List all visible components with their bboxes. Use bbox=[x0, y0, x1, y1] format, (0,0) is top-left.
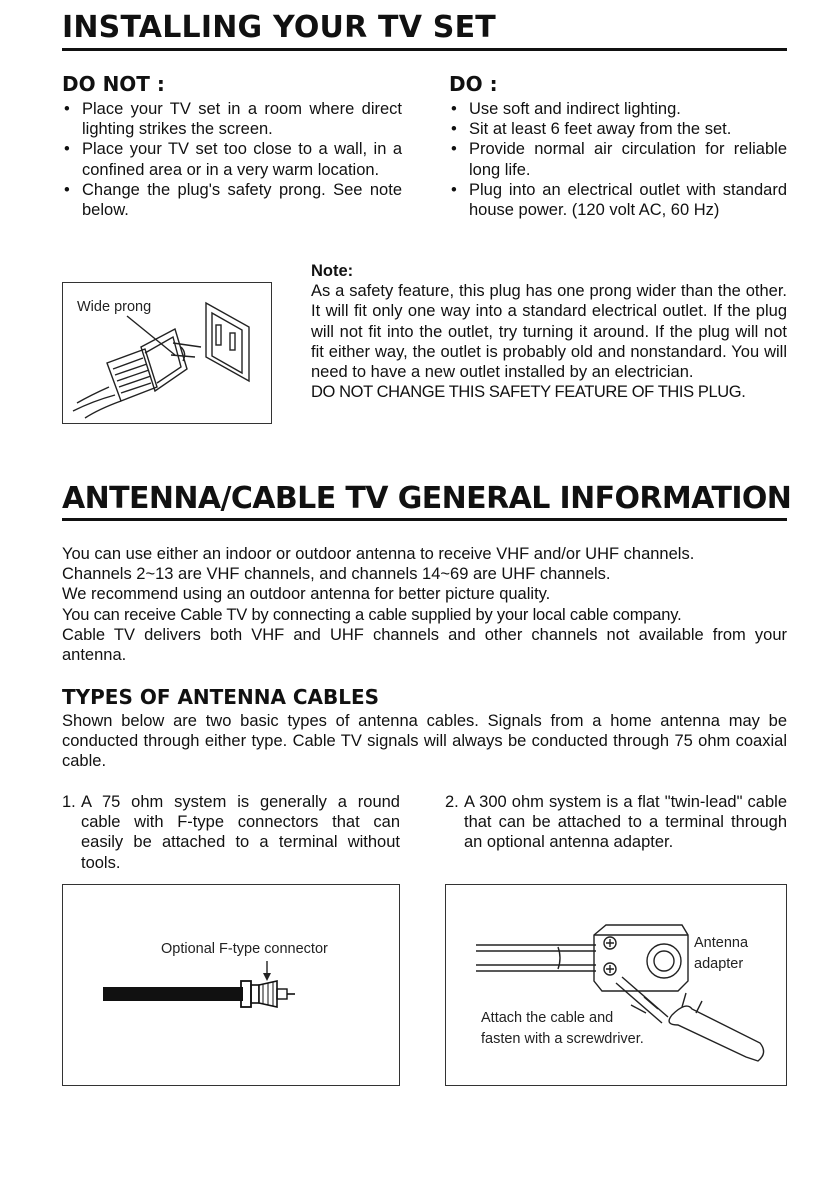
cable-item-300 bbox=[445, 792, 787, 853]
do-heading: DO : bbox=[449, 72, 498, 96]
intro-line: You can receive Cable TV by connecting a cable supplied by your local cable company. bbox=[62, 605, 682, 624]
list-item: • Place your TV set too close to a wall, in a confined area or in a very warm location. bbox=[62, 139, 402, 179]
adapter-label-1: Antenna bbox=[694, 935, 749, 951]
attach-label-1: Attach the cable and bbox=[481, 1010, 614, 1026]
types-subheading: TYPES OF ANTENNA CABLES bbox=[62, 685, 380, 709]
note-block bbox=[311, 261, 787, 402]
donot-list bbox=[62, 99, 402, 220]
do-list bbox=[449, 99, 787, 220]
coax-figure bbox=[62, 884, 400, 1086]
item-text: A 300 ohm system is a flat "twin-lead" cable that can be attached to a terminal through an optional antenna adapter. bbox=[464, 793, 787, 852]
f-connector-label: Optional F-type connector bbox=[161, 941, 328, 957]
item-text: A 75 ohm system is generally a round cable with F-type connectors that can easily be attached to a terminal without tools. bbox=[81, 793, 400, 872]
plug-illustration bbox=[63, 283, 271, 423]
list-item: • Plug into an electrical outlet with standard house power. (120 volt AC, 60 Hz) bbox=[449, 180, 787, 220]
list-item: • Change the plug's safety prong. See note below. bbox=[62, 180, 402, 220]
antenna-intro bbox=[62, 544, 787, 665]
intro-line: Cable TV delivers both VHF and UHF channels and other channels not available from your antenna. bbox=[62, 625, 787, 665]
section-title-antenna: ANTENNA/CABLE TV GENERAL INFORMATION bbox=[62, 481, 792, 516]
types-intro: Shown below are two basic types of antenna cables. Signals from a home antenna may be conducted through either type. Cable TV signals will always be conducted through 75 ohm coaxial cable. bbox=[62, 712, 787, 771]
intro-line: Channels 2~13 are VHF channels, and channels 14~69 are UHF channels. bbox=[62, 565, 611, 584]
title-rule bbox=[62, 518, 787, 521]
adapter-illustration bbox=[446, 885, 786, 1085]
attach-label-2: fasten with a screwdriver. bbox=[481, 1031, 644, 1047]
note-warning: DO NOT CHANGE THIS SAFETY FEATURE OF THIS PLUG. bbox=[311, 383, 746, 402]
cable-item-75 bbox=[62, 792, 400, 873]
wide-prong-label: Wide prong bbox=[77, 299, 152, 315]
list-item: • Sit at least 6 feet away from the set. bbox=[449, 119, 787, 139]
item-number: 2. bbox=[445, 793, 459, 811]
coax-cable-illustration bbox=[63, 885, 399, 1085]
intro-line: We recommend using an outdoor antenna for better picture quality. bbox=[62, 585, 551, 604]
title-rule bbox=[62, 48, 787, 51]
section-title-installing: INSTALLING YOUR TV SET bbox=[62, 10, 496, 45]
item-number: 1. bbox=[62, 793, 76, 811]
list-item: • Use soft and indirect lighting. bbox=[449, 99, 787, 119]
note-text: As a safety feature, this plug has one prong wider than the other. It will fit only one way into a standard electrical outlet. If the plug will not fit into the outlet, try turning it around. If the plug will not fit either way, the outlet is probably old and nonstandard. You will need to have a new outlet installed by an electrician. bbox=[311, 282, 787, 382]
list-item: • Place your TV set in a room where direct lighting strikes the screen. bbox=[62, 99, 402, 139]
donot-heading: DO NOT : bbox=[62, 72, 165, 96]
plug-figure bbox=[62, 282, 272, 424]
intro-line: You can use either an indoor or outdoor antenna to receive VHF and/or UHF channels. bbox=[62, 545, 695, 563]
adapter-figure bbox=[445, 884, 787, 1086]
note-label: Note: bbox=[311, 262, 354, 280]
adapter-label-2: adapter bbox=[694, 956, 744, 972]
list-item: • Provide normal air circulation for reliable long life. bbox=[449, 139, 787, 179]
